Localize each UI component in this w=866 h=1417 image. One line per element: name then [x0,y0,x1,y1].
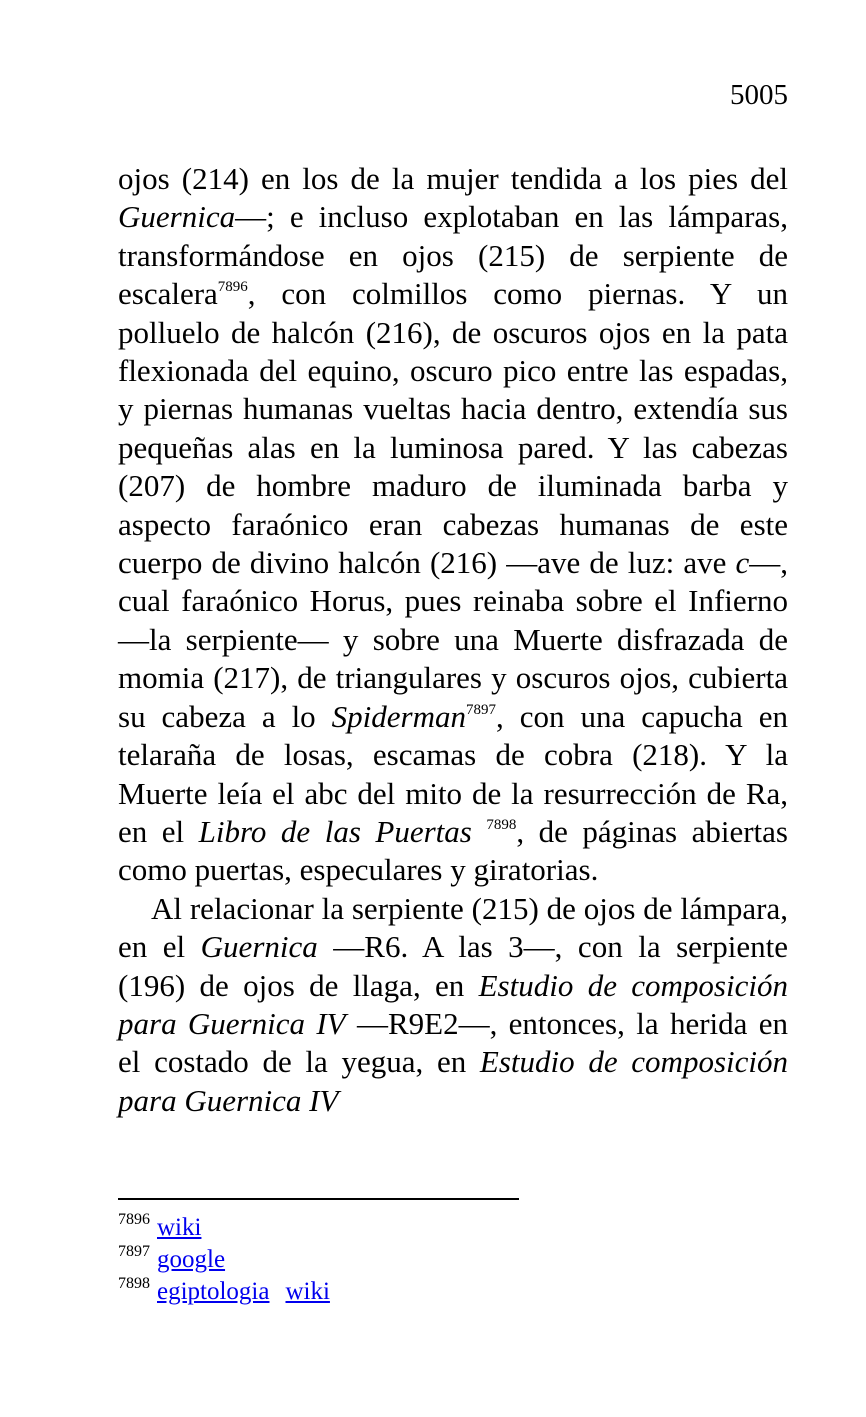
italic-title: Guernica [200,929,318,965]
footnote-number: 7896 [118,1211,150,1228]
footnote-reference: 7898 [486,816,517,833]
italic-title: Estudio de composición para Guernica IV [118,1044,788,1118]
text-run: , con una capucha en telaraña de losas, escamas de cobra (218). Y la Muerte leía el abc del mito de la resurrección de Ra, en el [118,698,788,849]
footnote-7898 [118,1276,330,1308]
text-run [472,814,487,849]
footnote-reference: 7896 [217,279,248,296]
footnote-reference: 7897 [466,701,496,718]
paragraph [118,160,788,890]
footnote-separator [118,1198,519,1200]
text-run: , con colmillos como piernas. Y un polluelo de halcón (216), de oscuros ojos en la pata flexionada del equino, oscuro pico entre las espadas, y piernas humanas vueltas hacia dentro, extendía sus pequeñas alas en la luminosa pared. Y las cabezas (207) de hombre maduro de iluminada barba y aspecto faraónico eran cabezas humanas de este cuerpo de divino halcón (216) —ave de luz: ave [118,276,788,581]
text-run: —; e incluso explotaban en las lámparas, transformándose en ojos (215) de serpiente de escalera [118,199,788,312]
footnotes [118,1212,330,1308]
footnote-link-egiptologia[interactable]: egiptologia [157,1278,270,1305]
footnote-link-wiki[interactable]: wiki [157,1214,202,1241]
text-run: ojos (214) en los de la mujer tendida a los pies del [118,161,788,196]
footnote-link-wiki[interactable]: wiki [285,1278,330,1305]
footnote-link-google[interactable]: google [157,1246,226,1273]
text-run: —, cual faraónico Horus, pues reinaba sobre el Infierno —la serpiente— y sobre una Muerte disfrazada de momia (217), de triangulares y oscuros ojos, cubierta su cabeza a lo [118,545,788,734]
italic-title: Estudio de composición para Guernica IV [118,967,788,1041]
text-run: —R9E2—, entonces, la herida en el costado de la yegua, en [118,1005,789,1080]
footnote-7897 [118,1244,330,1276]
footnote-number: 7897 [118,1243,150,1260]
italic-title: Spiderman [331,698,466,734]
italic-title: Libro de las Puertas [198,813,472,849]
paragraph [118,890,788,1120]
italic-title: Guernica [118,199,236,235]
text-run: , de páginas abiertas como puertas, especulares y giratorias. [118,813,788,888]
italic-title: c [735,545,750,581]
footnote-number: 7898 [118,1275,150,1292]
page-number: 5005 [730,79,788,111]
body-text [118,160,788,1120]
text-run: Al relacionar la serpiente (215) de ojos de lámpara, en el [118,890,788,965]
footnote-7896 [118,1212,330,1244]
text-run: —R6. A las 3—, con la serpiente (196) de ojos de llaga, en [118,929,788,1003]
